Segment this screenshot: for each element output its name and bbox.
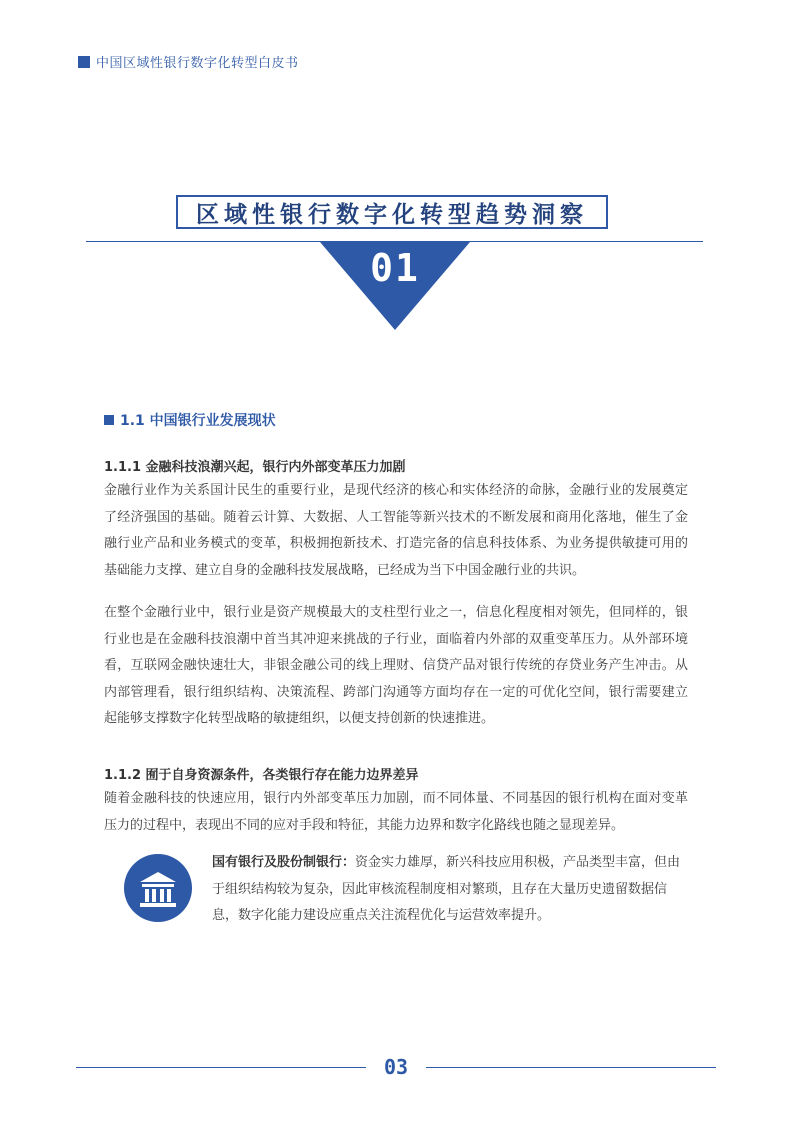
bank-type-description [212,850,690,930]
section-title: 1.1 中国银行业发展现状 [120,413,276,429]
chapter-number: 01 [370,246,420,290]
paragraph-2: 在整个金融行业中，银行业是资产规模最大的支柱型行业之一，信息化程度相对领先，但同样的，银行业也是在金融科技浪潮中首当其冲迎来挑战的子行业，面临着内外部的双重变革压力。从外部环境看，互联网金融快速壮大，非银金融公司的线上理财、信贷产品对银行传统的存贷业务产生冲击。从内部管理看，银行组织结构、决策流程、跨部门沟通等方面均存在一定的可优化空间，银行需要建立起能够支撑数字化转型战略的敏捷组织，以便支持创新的快速推进。 [104,605,688,726]
bank-icon [124,854,192,922]
section-heading [104,410,276,430]
header-title: 中国区域性银行数字化转型白皮书 [96,56,299,71]
bank-type-text: 资金实力雄厚，新兴科技应用积极，产品类型丰富，但由于组织结构较为复杂，因此审核流程制度相对繁琐，且存在大量历史遗留数据信息，数字化能力建设应重点关注流程优化与运营效率提升。 [212,855,681,923]
subsection-title-2: 1.1.2 囿于自身资源条件，各类银行存在能力边界差异 [104,768,419,783]
chapter-title: 区域性银行数字化转型趋势洞察 [196,201,588,228]
subsection-title-1: 1.1.1 金融科技浪潮兴起，银行内外部变革压力加剧 [104,460,406,475]
section-marker [104,415,114,425]
paragraph-1: 金融行业作为关系国计民生的重要行业，是现代经济的核心和实体经济的命脉，金融行业的发展奠定了经济强国的基础。随着云计算、大数据、人工智能等新兴技术的不断发展和商用化落地，催生了金融行业产品和业务模式的变革，积极拥抱新技术、打造完备的信息科技体系、为业务提供敏捷可用的基础能力支撑、建立自身的金融科技发展战略，已经成为当下中国金融行业的共识。 [104,483,688,578]
footer-rule-left [76,1067,366,1068]
header-marker [78,56,90,68]
paragraph-3: 随着金融科技的快速应用，银行内外部变革压力加剧，而不同体量、不同基因的银行机构在面对变革压力的过程中，表现出不同的应对手段和特征，其能力边界和数字化路线也随之显现差异。 [104,791,688,833]
bank-type-label: 国有银行及股份制银行： [212,855,356,870]
footer-rule-right [426,1067,716,1068]
chapter-title-box [176,195,608,229]
running-header [78,52,299,71]
page-number: 03 [383,1055,409,1079]
